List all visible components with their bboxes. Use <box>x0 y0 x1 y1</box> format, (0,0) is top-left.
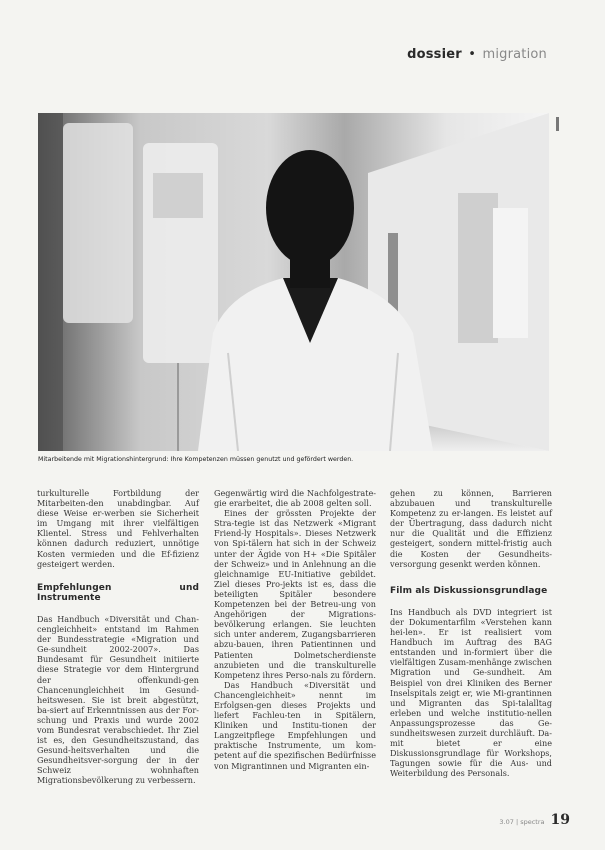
paragraph: gehen zu können, Barrieren abzubauen und transkulturelle Kompetenz zu er-langen. Es leistet auf der Übertragung, dass dadurch nicht nur die Qualität und die Effizienz gesteigert, sondern mittel-fristig auch die Kosten der Gesundheits-versorgung gesenkt werden können. <box>390 488 552 569</box>
photo-nurse-in-hospital-corridor <box>38 113 549 451</box>
paragraph: Das Handbuch «Diversität und Chan-cengleichheit» entstand im Rahmen der Bundesstrategie «Migration und Ge-sundheit 2002-2007». Das Bundesamt für Gesundheit initiierte diese Strategie vor dem Hintergrund der offenkundi-gen Chancenungleichheit im Gesund-heitswesen. Sie ist breit abgestützt, ba-siert auf Erkenntnissen aus der For-schung und Praxis und wurde 2002 vom Bundesrat verabschiedet. Ihr Ziel ist es, den Gesundheitszustand, das Gesund-heitsverhalten und die Gesundheitsver-sorgung der in der Schweiz wohnhaften Migrationsbevölkerung zu verbessern. <box>37 613 199 786</box>
issue-label: 3.07 | spectra <box>499 818 545 826</box>
section-heading-film: Film als Diskussionsgrundlage <box>390 585 548 596</box>
photo-caption: Mitarbeitende mit Migrationshintergrund: Ihre Kompetenzen müssen genutzt und gefördert werden. <box>38 456 354 463</box>
paragraph: Das Handbuch «Diversität und Chancengleichheit» nennt im Erfolgsen-gen dieses Projekts und liefert Fachleu-ten in Spitälern, Kliniken und Institu-tionen der Langzeitpflege Empfehlungen und praktische Instrumente, um kom-petent auf die spezifischen Bedürfnisse von Migrantinnen und Migranten ein- <box>214 679 376 771</box>
paragraph: Eines der grössten Projekte der Stra-tegie ist das Netzwerk «Migrant Friend-ly Hospitals». Dieses Netzwerk von Spi-tälern hat sich in der Schweiz unter der Ägide von H+ «Die Spitäler der Schweiz» und in Anlehnung an die gleichnamige EU-Initiative gebildet. Ziel dieses Pro-jekts ist es, dass die beteiligten Spitäler besondere Kompetenzen bei der Betreu-ung von Angehörigen der Migrations-bevölkerung erlangen. Sie leuchten sich unter anderem, Zugangsbarrieren abzu-bauen, ihren Patientinnen und Patienten Dolmetscherdienste anzubieten und die transkulturelle Kompetenz ihres Perso-nals zu fördern. <box>214 508 376 680</box>
page-number: 19 <box>550 812 570 828</box>
paragraph: Gegenwärtig wird die Nachfolgestrate-gie erarbeitet, die ab 2008 gelten soll. <box>214 488 376 509</box>
header-section: dossier <box>407 47 462 62</box>
header-topic: migration <box>482 47 547 62</box>
text-column-2 <box>214 488 376 771</box>
section-heading-empfehlungen: Empfehlungen und Instrumente <box>37 582 199 603</box>
page-header <box>407 47 547 62</box>
header-separator: • <box>468 47 477 62</box>
edge-mark <box>556 117 559 131</box>
page-footer <box>499 812 570 828</box>
text-column-3 <box>390 488 552 778</box>
paragraph: turkulturelle Fortbildung der Mitarbeiten-den unabdingbar. Auf diese Weise er-werben sie Sicherheit im Umgang mit ihrer vielfältigen Klientel. Stress und Fehlverhalten können dadurch reduziert, unnötige Kosten vermieden und die Ef-fizienz gesteigert werden. <box>37 488 199 569</box>
text-column-1 <box>37 488 199 786</box>
paragraph: Ins Handbuch als DVD integriert ist der Dokumentarfilm «Verstehen kann hei-len». Er ist realisiert vom Handbuch im Auftrag des BAG entstanden und in-formiert über die vielfältigen Zusam-menhänge zwischen Migration und Ge-sundheit. Am Beispiel von drei Kliniken des Berner Inselspitals zeigt er, wie Mi-grantinnen und Migranten das Spi-talalltag erleben und welche institutio-nellen Anpassungsprozesse das Ge-sundheitswesen zurzeit durchläuft. Da-mit bietet er eine Diskussionsgrundlage für Workshops, Tagungen sowie für die Aus- und Weiterbildung des Personals. <box>390 606 552 779</box>
